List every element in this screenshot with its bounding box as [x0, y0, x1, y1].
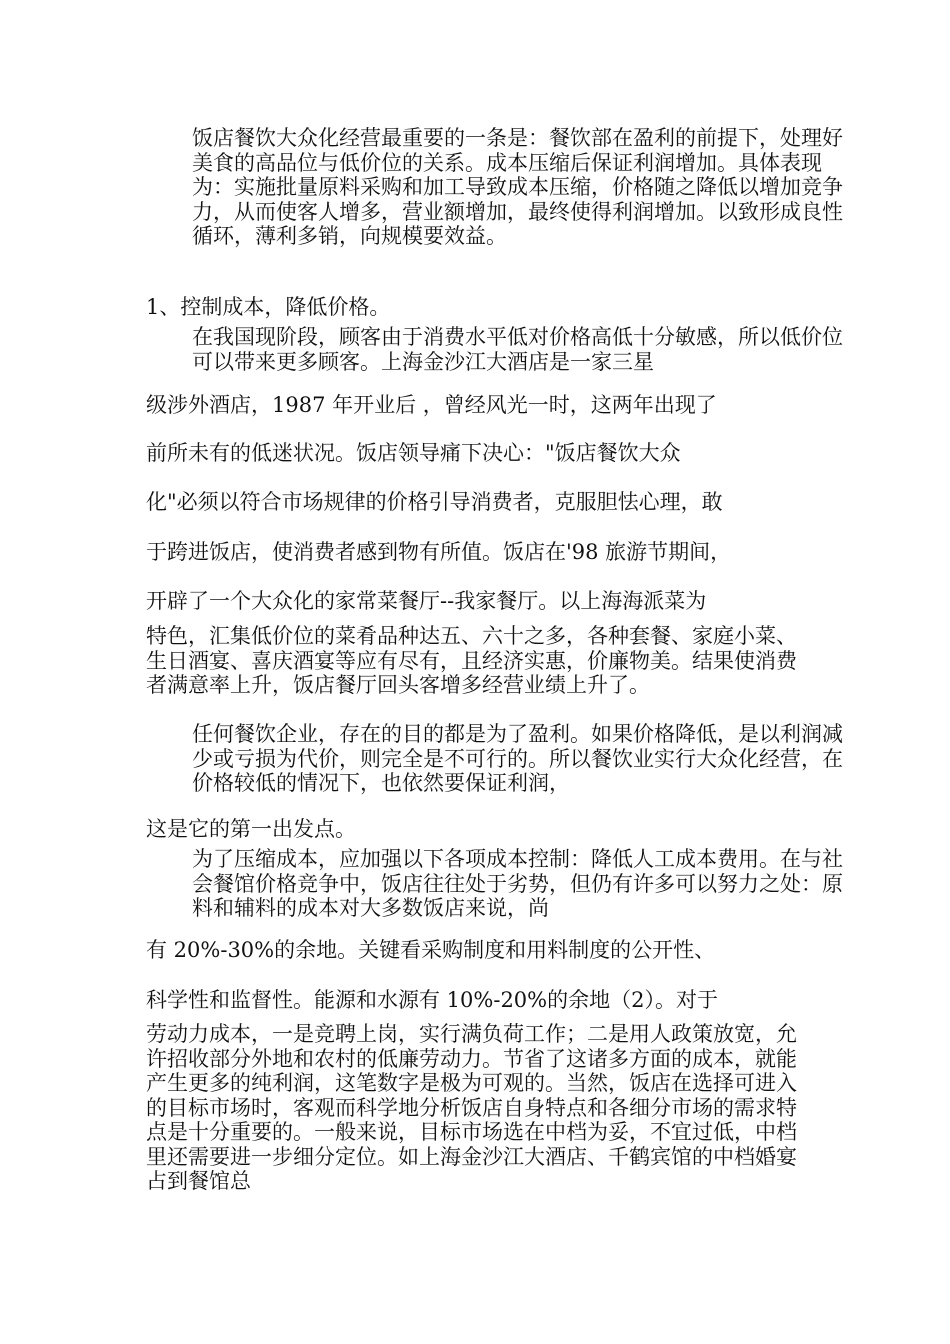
paragraph-3-line: 这是它的第一出发点。 — [146, 817, 356, 841]
paragraph-4-start: 为了压缩成本，应加强以下各项成本控制：降低人工成本费用。在与社会餐馆价格竞争中，饭店往往处于劣势，但仍有许多可以努力之处：原料和辅料的成本对大多数饭店来说，尚 — [192, 847, 843, 920]
paragraph-2-line: 于跨进饭店，使消费者感到物有所值。饭店在'98 旅游节期间， — [146, 540, 732, 564]
paragraph-3: 任何餐饮企业，存在的目的都是为了盈利。如果价格降低，是以利润减少或亏损为代价，则完全是不可行的。所以餐饮业实行大众化经营，在价格较低的情况下，也依然要保证利润， — [192, 722, 843, 795]
paragraph-2-end: 特色，汇集低价位的菜肴品种达五、六十之多，各种套餐、家庭小菜、生日酒宴、喜庆酒宴等应有尽有，且经济实惠，价廉物美。结果使消费者满意率上升，饭店餐厅回头客增多经营业绩上升了。 — [146, 624, 797, 697]
paragraph-2-line: 开辟了一个大众化的家常菜餐厅--我家餐厅。以上海海派菜为 — [146, 589, 707, 613]
paragraph-2-start: 在我国现阶段，顾客由于消费水平低对价格高低十分敏感，所以低价位可以带来更多顾客。上海金沙江大酒店是一家三星 — [192, 325, 843, 374]
paragraph-4-end: 劳动力成本，一是竞聘上岗，实行满负荷工作；二是用人政策放宽，允许招收部分外地和农村的低廉劳动力。节省了这诸多方面的成本，就能产生更多的纯利润，这笔数字是极为可观的。当然，饭店在选择可进入的目标市场时，客观而科学地分析饭店自身特点和各细分市场的需求特点是十分重要的。一般来说，目标市场选在中档为妥，不宜过低，中档里还需要进一步细分定位。如上海金沙江大酒店、千鹤宾馆的中档婚宴占到餐馆总 — [146, 1022, 797, 1193]
paragraph-2-line: 级涉外酒店，1987 年开业后 ，曾经风光一时，这两年出现了 — [146, 393, 717, 417]
paragraph-4-line: 有 20%-30%的余地。关键看采购制度和用料制度的公开性、 — [146, 938, 716, 962]
paragraph-4-line: 科学性和监督性。能源和水源有 10%-20%的余地（2）。对于 — [146, 988, 718, 1012]
paragraph-2-line: 前所未有的低迷状况。饭店领导痛下决心："饭店餐饮大众 — [146, 441, 681, 465]
section-heading: 1、控制成本，降低价格。 — [146, 295, 391, 319]
paragraph-2-line: 化"必须以符合市场规律的价格引导消费者，克服胆怯心理，敢 — [146, 490, 723, 514]
paragraph-intro: 饭店餐饮大众化经营最重要的一条是：餐饮部在盈利的前提下，处理好美食的高品位与低价位的关系。成本压缩后保证利润增加。具体表现为：实施批量原料采购和加工导致成本压缩，价格随之降低以增加竞争力，从而使客人增多，营业额增加，最终使得利润增加。以致形成良性循环，薄利多销，向规模要效益。 — [192, 126, 843, 248]
